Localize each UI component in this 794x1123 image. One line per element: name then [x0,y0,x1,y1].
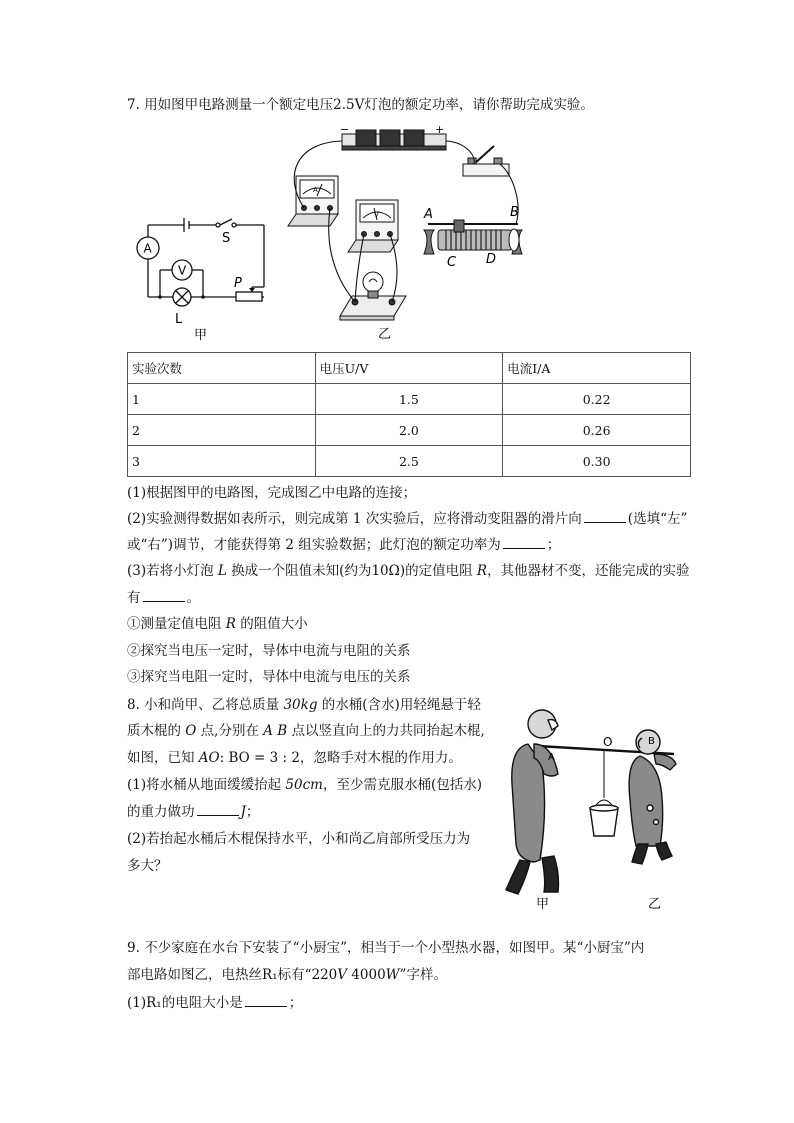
figure-label-jia: 甲 [194,328,208,343]
lamp-label: L [175,312,183,327]
voltmeter-label: V [178,263,187,278]
table-row [128,446,691,477]
q8-line4: (1)将水桶从地面缓缓抬起 50cm，至少需克服水桶(包括水) [127,777,483,793]
q8-line1: 8. 小和尚甲、乙将总质量 30kg 的水桶(含水)用轻绳悬于轻 [127,697,481,713]
pivot-label-o: O [603,735,613,749]
table-cell: 3 [128,446,316,477]
table-cell: 2.5 [315,446,503,477]
table-header-cell: 实验次数 [128,353,316,384]
battery-plus: + [435,124,445,136]
q7-part3-line2: 有 。 [127,590,200,606]
q9-line1: 9. 不少家庭在水台下安装了“小厨宝”，相当于一个小型热水器，如图甲。某“小厨宝”内 [127,940,645,956]
answer-blank[interactable] [503,536,545,549]
q7-part3-line1: (3)若将小灯泡 L 换成一个阻值未知(约为10Ω)的定值电阻 R，其他器材不变，还能完成的实验 [127,563,690,579]
table-row [128,384,691,415]
q8-line7: 多大？ [127,858,168,874]
figure-label-jia: 甲 [536,897,550,912]
answer-blank[interactable] [197,803,239,816]
q8-line3: 如图，已知 AO: BO = 3 : 2，忽略手对木棍的作用力。 [127,750,462,766]
monks-bucket-illustration [498,700,694,914]
figure-label-yi: 乙 [648,897,662,912]
table-row [128,415,691,446]
table-cell: 0.22 [503,384,691,415]
table-cell: 1.5 [315,384,503,415]
table-header-cell: 电流I/A [503,353,691,384]
point-label-a: A [548,752,555,763]
q7-stem: 7. 用如图甲电路测量一个额定电压2.5V灯泡的额定功率，请你帮助完成实验。 [127,97,594,113]
q8-line6: (2)若抬起水桶后木棍保持水平，小和尚乙肩部所受压力为 [127,831,471,847]
answer-blank[interactable] [584,510,626,523]
rheostat-terminal-a: A [424,207,433,222]
experiment-data-table [127,352,691,477]
rheostat-terminal-d: D [486,252,497,267]
q8-line5: 的重力做功 J； [127,804,260,820]
q7-option-3: ③探究当电阻一定时，导体中电流与电压的关系 [127,669,411,685]
table-header-row [128,353,691,384]
table-cell: 0.26 [503,415,691,446]
rheostat-terminal-c: C [447,255,457,270]
battery-minus: − [340,124,350,136]
ammeter-face-label: A [313,186,318,194]
q9-line2: 部电路如图乙，电热丝R₁标有“220V 4000W”字样。 [127,967,447,983]
apparatus-figure-yi [278,124,528,344]
q8-line2: 质木棍的 O 点,分别在 A B 点以竖直向上的力共同抬起木棍, [127,723,485,739]
q7-option-2: ②探究当电压一定时，导体中电流与电阻的关系 [127,643,411,659]
table-cell: 2.0 [315,415,503,446]
q7-part1: (1)根据图甲的电路图，完成图乙中电路的连接； [127,485,417,501]
answer-blank[interactable] [143,589,185,602]
point-label-b: B [648,736,655,747]
table-header-cell: 电压U/V [315,353,503,384]
figure-label-yi: 乙 [378,327,392,342]
switch-label: S [222,231,231,246]
circuit-diagram-jia [128,215,278,345]
voltmeter-face-label: V [374,211,379,219]
q9-line3: (1)R₁的电阻大小是 ； [127,995,303,1011]
ammeter-label: A [143,241,152,256]
q7-option-1: ①测量定值电阻 R 的阻值大小 [127,616,308,632]
rheostat-terminal-b: B [510,205,519,220]
slider-label: P [234,276,242,291]
answer-blank[interactable] [245,994,287,1007]
table-cell: 0.30 [503,446,691,477]
table-cell: 2 [128,415,316,446]
q7-part2-line1: (2)实验测得数据如表所示，则完成第 1 次实验后，应将滑动变阻器的滑片向 (选填“左” [127,511,688,527]
table-cell: 1 [128,384,316,415]
q7-part2-line2: 或“右”)调节，才能获得第 2 组实验数据；此灯泡的额定功率为 ； [127,537,561,553]
